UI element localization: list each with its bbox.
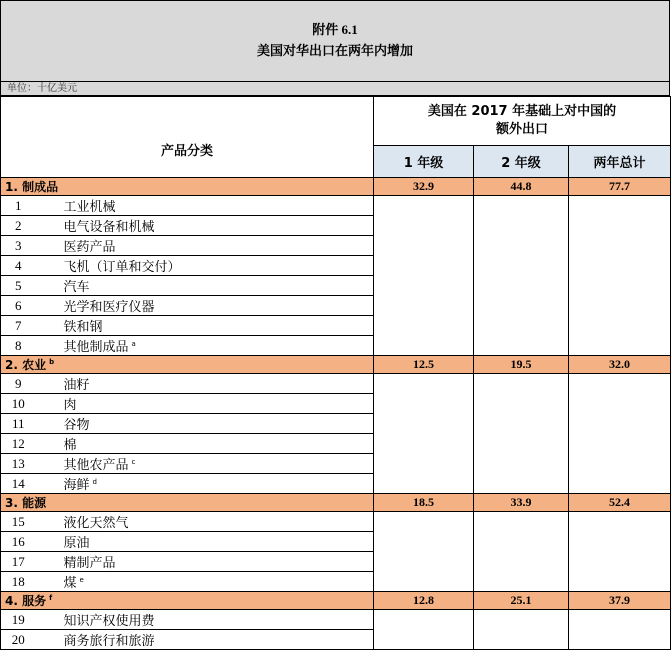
item-number: 14 [1,474,56,494]
item-label-text: 医药产品 [63,240,116,255]
section-label [1,178,374,196]
item-total-cell [569,336,671,356]
item-year1-cell [374,474,474,494]
item-label-text: 肉 [63,398,77,413]
item-year2-cell [474,394,569,414]
item-label [56,276,374,296]
table-row [1,414,671,434]
item-total-cell [569,454,671,474]
item-total-cell [569,394,671,414]
item-total-cell [569,374,671,394]
item-year2-cell [474,610,569,630]
item-label-text: 液化天然气 [63,516,129,531]
section-year2-value: 33.9 [474,494,569,512]
category-header: 产品分类 [1,97,374,178]
item-number: 16 [1,532,56,552]
item-number: 13 [1,454,56,474]
footnote-marker: c [131,458,136,466]
item-year2-cell [474,276,569,296]
table-row [1,610,671,630]
item-label-text: 煤 [63,576,77,591]
item-label-text: 铁和钢 [63,320,103,335]
item-total-cell [569,630,671,650]
section-label-text: 3. 能源 [5,496,47,510]
item-label [56,454,374,474]
section-year2-value: 19.5 [474,356,569,374]
item-total-cell [569,532,671,552]
item-year1-cell [374,394,474,414]
item-label-text: 商务旅行和旅游 [63,634,155,649]
item-label-text: 棉 [63,438,77,453]
item-year1-cell [374,196,474,216]
item-year1-cell [374,216,474,236]
table-row [1,336,671,356]
section-label-text: 1. 制成品 [5,180,59,194]
footnote-marker: f [49,594,53,602]
section-total-value: 52.4 [569,494,671,512]
item-total-cell [569,434,671,454]
year1-header: 1 年级 [374,146,474,178]
item-number: 1 [1,196,56,216]
item-total-cell [569,236,671,256]
footnote-marker: a [131,340,136,348]
item-year2-cell [474,434,569,454]
table-row [1,276,671,296]
item-year1-cell [374,630,474,650]
item-year1-cell [374,414,474,434]
section-year1-value: 12.5 [374,356,474,374]
footnote-marker: b [49,358,55,366]
section-row [1,494,671,512]
item-year2-cell [474,512,569,532]
item-year1-cell [374,572,474,592]
table-row [1,256,671,276]
item-label [56,512,374,532]
item-total-cell [569,316,671,336]
item-label [56,256,374,276]
item-year1-cell [374,552,474,572]
item-total-cell [569,296,671,316]
section-label [1,592,374,610]
item-number: 12 [1,434,56,454]
item-year2-cell [474,296,569,316]
section-total-value: 77.7 [569,178,671,196]
export-header [374,97,671,146]
item-year1-cell [374,316,474,336]
item-label-text: 光学和医疗仪器 [63,300,155,315]
item-year2-cell [474,216,569,236]
year2-header: 2 年级 [474,146,569,178]
section-year1-value: 18.5 [374,494,474,512]
item-number: 15 [1,512,56,532]
item-label [56,236,374,256]
item-year1-cell [374,532,474,552]
item-year2-cell [474,454,569,474]
item-total-cell [569,474,671,494]
item-label-text: 电气设备和机械 [63,220,155,235]
item-label-text: 海鲜 [63,478,90,493]
item-label-text: 原油 [63,536,90,551]
item-label-text: 油籽 [63,378,90,393]
item-total-cell [569,512,671,532]
footnote-marker: e [79,576,84,584]
item-number: 19 [1,610,56,630]
export-table [0,96,671,650]
item-number: 7 [1,316,56,336]
item-label-text: 飞机（订单和交付） [63,260,181,275]
item-total-cell [569,414,671,434]
item-year2-cell [474,316,569,336]
item-number: 18 [1,572,56,592]
item-label-text: 谷物 [63,418,90,433]
item-label [56,336,374,356]
section-label [1,356,374,374]
section-total-value: 37.9 [569,592,671,610]
item-number: 11 [1,414,56,434]
item-label [56,474,374,494]
item-label [56,610,374,630]
item-label [56,572,374,592]
table-row [1,572,671,592]
item-number: 2 [1,216,56,236]
item-year1-cell [374,256,474,276]
section-label-text: 2. 农业 [5,358,47,372]
unit-note: 单位：十亿美元 [0,82,670,96]
item-year1-cell [374,296,474,316]
section-label-text: 4. 服务 [5,594,47,608]
item-year1-cell [374,276,474,296]
table-row [1,216,671,236]
item-year1-cell [374,374,474,394]
item-year2-cell [474,256,569,276]
item-number: 6 [1,296,56,316]
item-label [56,532,374,552]
item-total-cell [569,610,671,630]
export-header-line1: 美国在 2017 年基础上对中国的 [427,104,617,119]
item-label [56,316,374,336]
export-header-line2: 额外出口 [496,122,549,137]
table-row [1,236,671,256]
table-row [1,296,671,316]
section-total-value: 32.0 [569,356,671,374]
table-row [1,532,671,552]
item-year1-cell [374,610,474,630]
item-label [56,630,374,650]
item-year2-cell [474,236,569,256]
item-label [56,216,374,236]
item-label [56,296,374,316]
table-body [1,178,671,650]
section-row [1,356,671,374]
item-number: 17 [1,552,56,572]
item-year2-cell [474,336,569,356]
section-year2-value: 44.8 [474,178,569,196]
table-row [1,374,671,394]
item-year2-cell [474,552,569,572]
item-label-text: 其他制成品 [63,340,129,355]
section-year1-value: 12.8 [374,592,474,610]
item-number: 10 [1,394,56,414]
item-year1-cell [374,454,474,474]
item-label-text: 知识产权使用费 [63,614,155,629]
table-row [1,434,671,454]
item-number: 9 [1,374,56,394]
item-total-cell [569,256,671,276]
table-row [1,474,671,494]
item-total-cell [569,276,671,296]
table-row [1,196,671,216]
table-row [1,552,671,572]
table-row [1,454,671,474]
item-number: 3 [1,236,56,256]
item-year1-cell [374,236,474,256]
item-label [56,374,374,394]
item-label [56,552,374,572]
item-label-text: 其他农产品 [63,458,129,473]
annex-title: 美国对华出口在两年内增加 [256,44,413,59]
table-row [1,394,671,414]
section-year1-value: 32.9 [374,178,474,196]
item-total-cell [569,572,671,592]
item-label-text: 汽车 [63,280,90,295]
item-year2-cell [474,572,569,592]
item-year2-cell [474,474,569,494]
item-number: 20 [1,630,56,650]
annex-number: 附件 6.1 [312,22,358,37]
item-year1-cell [374,512,474,532]
item-label-text: 精制产品 [63,556,116,571]
item-year1-cell [374,336,474,356]
item-year2-cell [474,196,569,216]
item-total-cell [569,552,671,572]
table-row [1,512,671,532]
document-title-box [0,0,670,82]
item-year1-cell [374,434,474,454]
item-total-cell [569,196,671,216]
item-year2-cell [474,374,569,394]
item-label [56,394,374,414]
item-number: 8 [1,336,56,356]
item-number: 5 [1,276,56,296]
item-total-cell [569,216,671,236]
total-header: 两年总计 [569,146,671,178]
table-row [1,316,671,336]
item-year2-cell [474,414,569,434]
item-label [56,414,374,434]
item-year2-cell [474,532,569,552]
section-row [1,592,671,610]
footnote-marker: d [92,478,97,486]
section-label [1,494,374,512]
item-label [56,196,374,216]
item-number: 4 [1,256,56,276]
section-year2-value: 25.1 [474,592,569,610]
section-row [1,178,671,196]
item-year2-cell [474,630,569,650]
table-row [1,630,671,650]
item-label [56,434,374,454]
item-label-text: 工业机械 [63,200,116,215]
